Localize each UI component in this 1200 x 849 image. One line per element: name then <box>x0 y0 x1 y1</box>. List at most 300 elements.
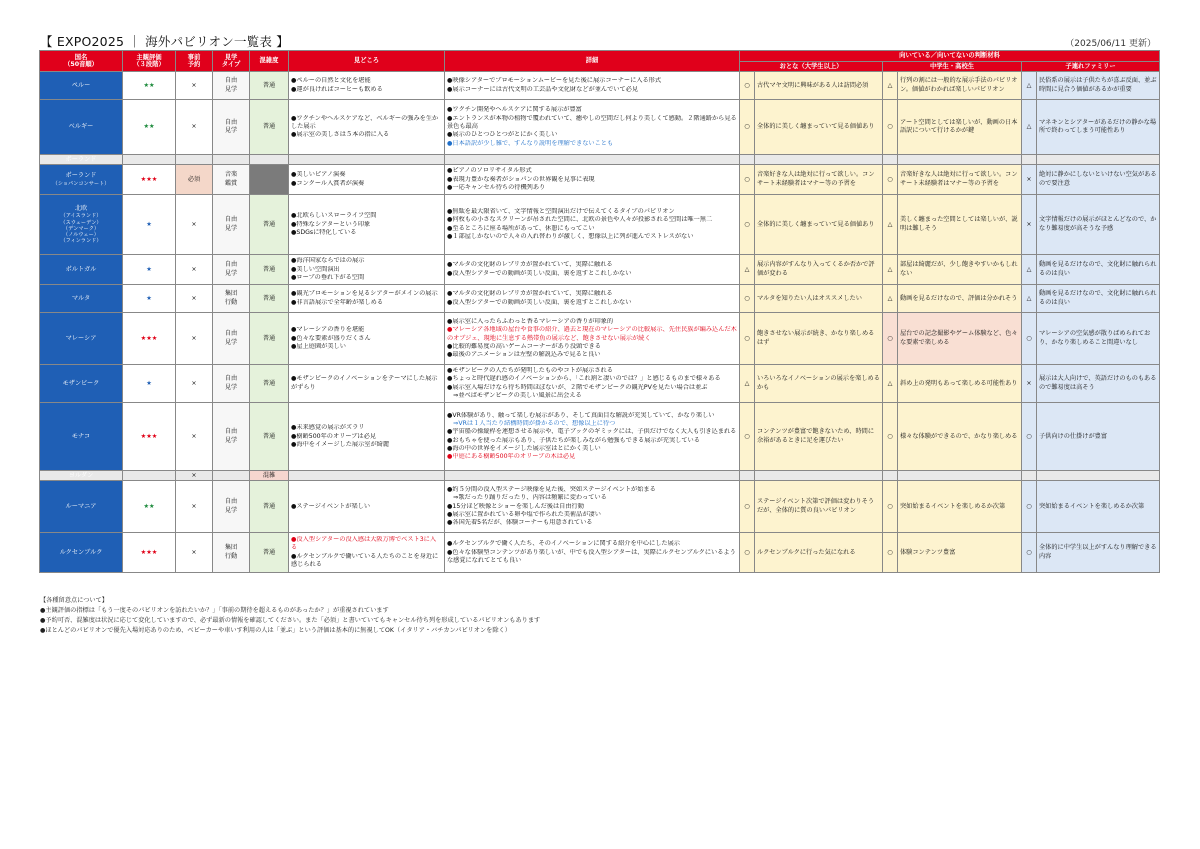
reserve-cell: × <box>176 481 213 533</box>
visit-type-line: 見学 <box>224 436 238 444</box>
country-name-label: 北欧 <box>74 205 88 213</box>
text-line: ●ステージイベントが楽しい <box>291 502 371 510</box>
text-line: ●色々な要素が盛りだくさん <box>291 334 371 342</box>
country-name-label: ルーマニア <box>65 502 97 510</box>
country-sub-label: （アイスランド） <box>60 213 102 220</box>
country-name <box>40 403 123 471</box>
visit-type <box>213 100 250 155</box>
crowd-cell: 普通 <box>250 481 289 533</box>
visit-type-line: 見学 <box>224 224 238 232</box>
text-line: 音楽好きな人は絶対に行って欲しい。コンサート未経験者はマナー等の予習を <box>900 171 1018 187</box>
table-row <box>40 403 1160 471</box>
adult-text <box>755 481 883 533</box>
text-line: ●約５分間の没入型ステージ映像を見た後、突如ステージイベントが始まる <box>447 485 656 493</box>
text-line: ●VR体験があり、触って楽しむ展示があり、そして真面目な解説が充実していて、かなり楽しい <box>447 411 715 419</box>
text-line: ⇒歌だったり踊りだったり、内容は頻繁に変わっている <box>447 494 607 502</box>
teen-text <box>898 285 1022 313</box>
detail-cell <box>445 195 740 255</box>
crowd-cell: 普通 <box>250 195 289 255</box>
text-line: ●映像シアターでプロモーションムービーを見た後に展示コーナーに入る形式 <box>447 77 662 85</box>
country-sub-label: （ノルウェー） <box>63 231 99 238</box>
adult-mark: ○ <box>740 195 755 255</box>
text-line: ●表現力豊かな奏者がショパンの世界観を見事に表現 <box>447 175 595 183</box>
country-name <box>40 313 123 365</box>
visit-type-line: 自由 <box>224 428 238 436</box>
visit-type-line: 見学 <box>224 127 238 135</box>
text-line: ●展示室に入ったらふわっと香るマレーシアの香りが印象的 <box>447 317 614 325</box>
header-row-1 <box>40 51 1160 62</box>
text-line: 突如始まるイベントを楽しめるか次第 <box>1039 502 1145 510</box>
detail-cell <box>445 533 740 573</box>
teen-mark: ○ <box>883 313 898 365</box>
rating-stars: ★★ <box>123 72 176 100</box>
country-name <box>40 195 123 255</box>
visit-type-line: 自由 <box>224 77 238 85</box>
rating-stars: ★ <box>123 365 176 403</box>
text-line: ●ロープの垂れ下がる空間 <box>291 273 365 281</box>
text-line: 屋台での記念撮影やゲーム体験など、色々な要素で楽しめる <box>900 330 1018 346</box>
text-line: 古代マヤ文明に興味がある人は訪問必須 <box>757 81 869 89</box>
crowd-cell: 混雑 <box>250 471 289 481</box>
text-line: ●北欧らしいスローライフ空間 <box>291 212 377 220</box>
rating-stars: ★ <box>123 195 176 255</box>
header-adult: おとな（大学生以上） <box>740 61 883 72</box>
visit-type <box>213 285 250 313</box>
text-line: ●１部屋しかないので人々の入れ替わりが激しく、想像以上に列が進んでストレスがない <box>447 232 694 240</box>
rating-stars: ★★★ <box>123 313 176 365</box>
empty-cell <box>1037 471 1160 481</box>
reserve-cell: × <box>176 403 213 471</box>
country-name <box>40 72 123 100</box>
teen-mark: △ <box>883 285 898 313</box>
rating-stars: ★★ <box>123 481 176 533</box>
teen-mark: △ <box>883 195 898 255</box>
table-row <box>40 481 1160 533</box>
visit-type <box>213 533 250 573</box>
table-row <box>40 100 1160 155</box>
crowd-cell: 普通 <box>250 365 289 403</box>
visit-type-line: 自由 <box>224 261 238 269</box>
empty-cell <box>740 471 755 481</box>
highlights-cell <box>289 100 445 155</box>
rating-stars: ★★★ <box>123 533 176 573</box>
text-line: 動画を見るだけなので、文化財に触れられるのは良い <box>1039 290 1157 306</box>
teen-text <box>898 165 1022 195</box>
visit-type-line: 見学 <box>224 85 238 93</box>
visit-type-line: 自由 <box>224 498 238 506</box>
country-name-label: ベルギー <box>68 123 94 131</box>
highlights-cell <box>289 255 445 285</box>
table-row <box>40 313 1160 365</box>
country-name <box>40 285 123 313</box>
country-name-label: モザンビーク <box>62 379 100 387</box>
country-sub-label: （デンマーク） <box>62 225 100 232</box>
text-line: ●モザンビークの人たちが発明したものやコトが展示される <box>447 367 613 375</box>
text-line: ●樹齢500年のオリーブは必見 <box>291 432 376 440</box>
text-line: 展示は大人向けで、英語だけのものもあるので難易度は高そう <box>1039 375 1157 391</box>
text-line: ●比較的難易度の高いゲームコーナーがあり没頭できる <box>447 342 601 350</box>
adult-mark: △ <box>740 365 755 403</box>
text-line: 動画を見るだけなので、文化財に触れられるのは良い <box>1039 261 1157 277</box>
country-name-label: マルタ <box>71 294 91 302</box>
text-line-blue: ●日本語訳が少し雑で、すんなり説明を理解できないことも <box>447 139 614 147</box>
table-row <box>40 72 1160 100</box>
empty-cell <box>445 155 740 165</box>
empty-cell <box>213 471 250 481</box>
rating-stars: ★★★ <box>123 165 176 195</box>
text-line: ●非言語展示で全年齢が楽しめる <box>291 298 384 306</box>
text-line: マネキンとシアターがあるだけの静かな場所で終わってしまう可能性あり <box>1039 118 1157 135</box>
note-line: ●ほとんどのパビリオンで優先入場対応ありのため、ベビーカーや車いす利用の人は「並ぶ」という評価は基本的に無視してOK（イタリア・バチカンパビリオンを除く） <box>40 627 511 634</box>
teen-text <box>898 313 1022 365</box>
crowd-cell: 普通 <box>250 403 289 471</box>
text-line: ●美しい空間演出 <box>291 265 340 273</box>
adult-mark: ○ <box>740 100 755 155</box>
text-line: 民俗系の展示は子供たちが喜ぶ反面、並ぶ時間に見合う価値があるかが重要 <box>1039 77 1157 93</box>
country-name <box>40 165 123 195</box>
text-line: ●無駄を最大限省いて、文字情報と空間演出だけで伝えてくるタイプのパビリオン <box>447 208 675 216</box>
empty-cell <box>898 155 1022 165</box>
text-line: ●海中をイメージした展示室が綺麗 <box>291 440 390 448</box>
text-line: ●展示コーナーには古代文明の工芸品や文化財などが並んでいて必見 <box>447 85 639 93</box>
text-line: ⇒並べばモザンビークの美しい風景に出会える <box>447 391 582 399</box>
detail-cell <box>445 285 740 313</box>
country-name <box>40 481 123 533</box>
text-line: ●海の中の世界をイメージした展示室はとにかく美しい <box>447 444 601 452</box>
country-name-label: ポーランド <box>65 172 97 180</box>
empty-cell <box>123 155 176 165</box>
text-line: ●展示室の美しさは５本の指に入る <box>291 131 390 139</box>
rating-stars: ★★ <box>123 100 176 155</box>
text-line: ●没入型シアターでの動画が美しい反面、裏を返すとこれしかない <box>447 269 632 277</box>
table-row <box>40 285 1160 313</box>
detail-cell <box>445 481 740 533</box>
text-line: ●おもちゃを使った展示もあり、子供たちが楽しみながら勉強もできる展示が充実している <box>447 436 700 444</box>
header-country: 国名 （50音順） <box>40 51 123 72</box>
text-line: ●美しいピアノ演奏 <box>291 171 346 179</box>
adult-text <box>755 285 883 313</box>
adult-mark: ○ <box>740 165 755 195</box>
crowd-cell: 普通 <box>250 533 289 573</box>
text-line: ●観光プロモーションを見るシアターがメインの展示 <box>291 290 438 298</box>
visit-type-line: 行動 <box>224 298 238 306</box>
adult-mark: ○ <box>740 481 755 533</box>
empty-cell <box>213 155 250 165</box>
reserve-cell: × <box>176 533 213 573</box>
text-line: ●最後のアニメーションは左壁の解説込みで見ると良い <box>447 351 601 359</box>
detail-cell <box>445 365 740 403</box>
text-line: ●SDGsに特化している <box>291 228 357 236</box>
teen-text <box>898 72 1022 100</box>
visit-type <box>213 195 250 255</box>
header-reserve: 事前 予約 <box>176 51 213 72</box>
highlights-cell <box>289 533 445 573</box>
empty-cell <box>740 155 755 165</box>
rating-stars: ★★★ <box>123 403 176 471</box>
teen-text <box>898 195 1022 255</box>
crowd-cell <box>250 155 289 165</box>
visit-type <box>213 403 250 471</box>
crowd-cell: 普通 <box>250 285 289 313</box>
empty-cell <box>289 471 445 481</box>
teen-text <box>898 100 1022 155</box>
adult-text <box>755 533 883 573</box>
text-line: ●各国先着5名だが、体験コーナーも用意されている <box>447 519 593 527</box>
country-sub-label: （ショパンコンサート） <box>52 180 110 187</box>
text-line: ●ペルーの自然と文化を堪能 <box>291 77 371 85</box>
updated-date: （2025/06/11 更新） <box>1065 39 1156 49</box>
text-line: 全体的に中学生以上がすんなり理解できる内容 <box>1039 544 1157 560</box>
text-line: 部屋は綺麗だが、少し飽きやすいかもしれない <box>900 261 1018 277</box>
teen-text <box>898 533 1022 573</box>
header-judge: 向いている／向いてないの判断材料 <box>740 51 1160 62</box>
family-mark: △ <box>1022 255 1037 285</box>
text-line: ●至るところに座る場所があって、休憩にもってこい <box>447 224 595 232</box>
country-name <box>40 365 123 403</box>
adult-mark: ○ <box>740 72 755 100</box>
reserve-cell: 必須 <box>176 165 213 195</box>
text-line-blue: ⇒VRは１人当たり結構時間が掛かるので、想像以上に待つ <box>447 420 616 428</box>
text-line: ステージイベント次第で評価は変わりそうだが、全体的に質の良いパビリオン <box>757 498 875 514</box>
text-line: ●海洋国家ならではの展示 <box>291 257 365 265</box>
header-detail: 詳細 <box>445 51 740 72</box>
highlights-cell <box>289 481 445 533</box>
table-row <box>40 533 1160 573</box>
reserve-cell: × <box>176 255 213 285</box>
family-mark: △ <box>1022 285 1037 313</box>
country-name-label: ポルトガル <box>65 265 97 273</box>
note-line: 【各種留意点について】 <box>40 597 108 604</box>
visit-type-line: 自由 <box>224 118 238 126</box>
family-text <box>1037 403 1160 471</box>
text-line: 音楽好きな人は絶対に行って欲しい。コンサート未経験者はマナー等の予習を <box>757 171 875 187</box>
country-name-label: ペルー <box>71 81 91 89</box>
teen-mark: ○ <box>883 533 898 573</box>
adult-text <box>755 255 883 285</box>
page-title: 【 EXPO2025 ｜ 海外パビリオン一覧表 】 <box>40 34 289 49</box>
visit-type-line: 集団 <box>224 290 238 298</box>
family-mark: × <box>1022 195 1037 255</box>
family-text <box>1037 365 1160 403</box>
adult-text <box>755 403 883 471</box>
text-line: いろいろなイノベーションの展示を楽しめるかも <box>757 375 880 391</box>
visit-type-line: 鑑賞 <box>224 179 238 187</box>
text-line: アート空間としては楽しいが、動画の日本語訳について行けるかが鍵 <box>900 118 1018 135</box>
visit-type <box>213 255 250 285</box>
empty-cell <box>883 471 898 481</box>
teen-text <box>898 365 1022 403</box>
text-line: 絶対に静かにしないといけない空気があるので要注意 <box>1039 171 1157 187</box>
text-line: ●運が良ければコーヒーも飲める <box>291 85 383 93</box>
pavilion-table <box>39 50 1160 573</box>
country-name <box>40 255 123 285</box>
text-line: ●没入型シアターでの動画が美しい反面、裏を返すとこれしかない <box>447 298 632 306</box>
adult-text <box>755 313 883 365</box>
notes <box>40 596 540 636</box>
empty-cell <box>755 471 883 481</box>
teen-mark: △ <box>883 72 898 100</box>
table-row <box>40 255 1160 285</box>
visit-type-line: 自由 <box>224 375 238 383</box>
text-line: ●マレーシアの香りを堪能 <box>291 326 365 334</box>
text-line: ●展示室に置かれている卵や塩で作られた美術品が凄い <box>447 510 601 518</box>
note-line: ●主観評価の指標は「もう一度そのパビリオンを訪れたいか？」「事前の期待を超えるものがあったか？」が重視されています <box>40 607 389 614</box>
text-line: ●エントランスが本物の植物で覆われていて、癒やしの空間だし何より美しくて感動。２階通路から見る景色も最高 <box>447 114 737 131</box>
text-line-red: ●没入型シアターの没入感は大阪万博でベスト3に入る <box>291 536 437 552</box>
reserve-cell <box>176 155 213 165</box>
text-line: 全体的に美しく纏まっていて見る価値あり <box>757 220 875 228</box>
text-line: ●色々な体験型コンテンツがあり楽しいが、中でも没入型シアターは、実際にルクセンブルクにいるような感覚になれてとても良い <box>447 548 736 564</box>
visit-type-line: 見学 <box>224 383 238 391</box>
crowd-cell: 普通 <box>250 255 289 285</box>
empty-cell <box>898 471 1022 481</box>
text-line: 文字情報だけの展示がほとんどなので、かなり難易度が高そうな予感 <box>1039 216 1157 232</box>
text-line: ●ピアノのソロリサイタル形式 <box>447 167 532 175</box>
visit-type-line: 集団 <box>224 544 238 552</box>
highlights-cell <box>289 403 445 471</box>
adult-mark: △ <box>740 255 755 285</box>
rating-stars: ★ <box>123 285 176 313</box>
reserve-cell: × <box>176 285 213 313</box>
visit-type-line: 見学 <box>224 506 238 514</box>
family-text <box>1037 255 1160 285</box>
text-line: ●一応キャンセル待ちの待機列あり <box>447 183 546 191</box>
text-line: 美しく纏まった空間としては楽しいが、説明は難しそう <box>900 216 1018 232</box>
visit-type-line: 自由 <box>224 330 238 338</box>
text-line: マルタを知りたい人はオススメしたい <box>757 294 862 302</box>
header-crowd: 混雑度 <box>250 51 289 72</box>
empty-cell <box>123 471 176 481</box>
teen-mark: ○ <box>883 481 898 533</box>
empty-cell <box>1037 155 1160 165</box>
text-line: ●モザンビークのイノベーションをテーマにした展示がずらり <box>291 375 438 391</box>
family-text <box>1037 285 1160 313</box>
table-row <box>40 195 1160 255</box>
visit-type-line: 自由 <box>224 216 238 224</box>
country-name <box>40 100 123 155</box>
detail-cell <box>445 255 740 285</box>
header-rating: 主観評価 （３段階） <box>123 51 176 72</box>
reserve-cell: × <box>176 72 213 100</box>
family-mark: ○ <box>1022 533 1037 573</box>
text-line: 子供向けの仕掛けが豊富 <box>1039 432 1108 440</box>
highlights-cell <box>289 165 445 195</box>
country-name: ポーランド <box>40 155 123 165</box>
visit-type <box>213 481 250 533</box>
teen-text <box>898 403 1022 471</box>
empty-cell <box>755 155 883 165</box>
text-line: ●展示のひとつひとつがとにかく美しい <box>447 131 558 139</box>
visit-type <box>213 72 250 100</box>
text-line: ●屋上庭園が美しい <box>291 342 346 350</box>
country-name-label: ルクセンブルク <box>59 548 103 556</box>
family-mark: ○ <box>1022 403 1037 471</box>
table-row <box>40 165 1160 195</box>
highlights-cell <box>289 365 445 403</box>
reserve-cell: × <box>176 313 213 365</box>
highlights-cell <box>289 285 445 313</box>
highlights-cell <box>289 195 445 255</box>
highlights-cell <box>289 313 445 365</box>
rating-stars: ★ <box>123 255 176 285</box>
family-text <box>1037 100 1160 155</box>
text-line: ●マルタの文化財のレプリカが置かれていて、実際に触れる <box>447 261 613 269</box>
adult-mark: ○ <box>740 533 755 573</box>
teen-mark: ○ <box>883 100 898 155</box>
text-line: ●マルタの文化財のレプリカが置かれていて、実際に触れる <box>447 290 613 298</box>
empty-cell <box>883 155 898 165</box>
text-line: 様々な体験ができるので、かなり楽しめる <box>900 432 1018 440</box>
adult-mark: ○ <box>740 403 755 471</box>
family-text <box>1037 72 1160 100</box>
text-line: ●何枚もの小さなスクリーンが吊された空間に、北欧の景色や人々が投影される空間は唯一無二 <box>447 216 713 224</box>
country-name: ヨルダン <box>40 471 123 481</box>
text-line: ●ワクチン開発やヘルスケアに関する展示が豊富 <box>447 106 582 114</box>
text-line: ●ちょっと時代遅れ感のイノベーションから、「これ割と凄いのでは？」と感じるものまで様々ある <box>447 375 721 383</box>
family-text <box>1037 481 1160 533</box>
text-line: 全体的に美しく纏まっていて見る価値あり <box>757 123 875 131</box>
detail-cell <box>445 403 740 471</box>
text-line: 斜め上の発明もあって楽しめる可能性あり <box>900 379 1018 387</box>
adult-text <box>755 72 883 100</box>
empty-cell <box>1022 155 1037 165</box>
country-sub-label: （フィンランド） <box>60 238 102 245</box>
header-spot: 見どころ <box>289 51 445 72</box>
text-line: ●マレーシア各地域の屋台や食事の紹介、過去と現在のマレーシアの比較展示、先住民族が編み込んだ木のオブジェ、現地に生息する熱帯魚の展示など、飽きさせない展示が続く <box>447 326 737 342</box>
separator-row <box>40 155 1160 165</box>
country-name-label: モナコ <box>71 432 91 440</box>
crowd-cell <box>250 165 289 195</box>
teen-mark: △ <box>883 365 898 403</box>
table-row <box>40 365 1160 403</box>
text-line: ●未来感覚の展示がズラリ <box>291 424 365 432</box>
reserve-cell: × <box>176 100 213 155</box>
family-text <box>1037 313 1160 365</box>
family-mark: × <box>1022 365 1037 403</box>
family-text <box>1037 165 1160 195</box>
family-mark: △ <box>1022 100 1037 155</box>
crowd-cell: 普通 <box>250 313 289 365</box>
text-line: 動画を見るだけなので、評価は分かれそう <box>900 294 1018 302</box>
family-text <box>1037 533 1160 573</box>
teen-text <box>898 255 1022 285</box>
visit-type <box>213 313 250 365</box>
family-mark: ○ <box>1022 313 1037 365</box>
text-line: 飽きさせない展示が続き、かなり楽しめるはず <box>757 330 875 346</box>
teen-mark: ○ <box>883 165 898 195</box>
country-sub-label: （スウェーデン） <box>60 219 102 226</box>
empty-cell <box>445 471 740 481</box>
detail-cell <box>445 72 740 100</box>
reserve-cell: × <box>176 365 213 403</box>
family-text <box>1037 195 1160 255</box>
separator-row <box>40 471 1160 481</box>
note-line: ●予約可否、混雑度は状況に応じて変化していますので、必ず最新の情報を確認してください。また「必須」と書いていてもキャンセル待ち列を形成しているパビリオンもあります <box>40 617 541 624</box>
header-family: 子連れファミリー <box>1022 61 1160 72</box>
header-type: 見学 タイプ <box>213 51 250 72</box>
text-line: ●ワクチンやヘルスケアなど、ベルギーの強みを生かした展示 <box>291 114 439 131</box>
text-line: マレーシアの空気感が散りばめられており、かなり楽しめること間違いなし <box>1039 330 1151 346</box>
text-line: ●コンクール入賞者が演奏 <box>291 179 365 187</box>
text-line: 行列の割には一般的な展示手法のパビリオン。価値がわかれば楽しいパビリオン <box>900 77 1018 93</box>
text-line-red: ●中庭にある樹齢500年のオリーブの木は必見 <box>447 453 576 461</box>
highlights-cell <box>289 72 445 100</box>
adult-mark: ○ <box>740 285 755 313</box>
text-line: ●宇宙船の操縦桿を連想させる展示や、電子ブックのギミックには、子供だけでなく大人も引き込まれる <box>447 428 737 436</box>
text-line: 展示内容がすんなり入ってくるか否かで評価が変わる <box>757 261 875 277</box>
detail-cell <box>445 100 740 155</box>
crowd-cell: 普通 <box>250 72 289 100</box>
